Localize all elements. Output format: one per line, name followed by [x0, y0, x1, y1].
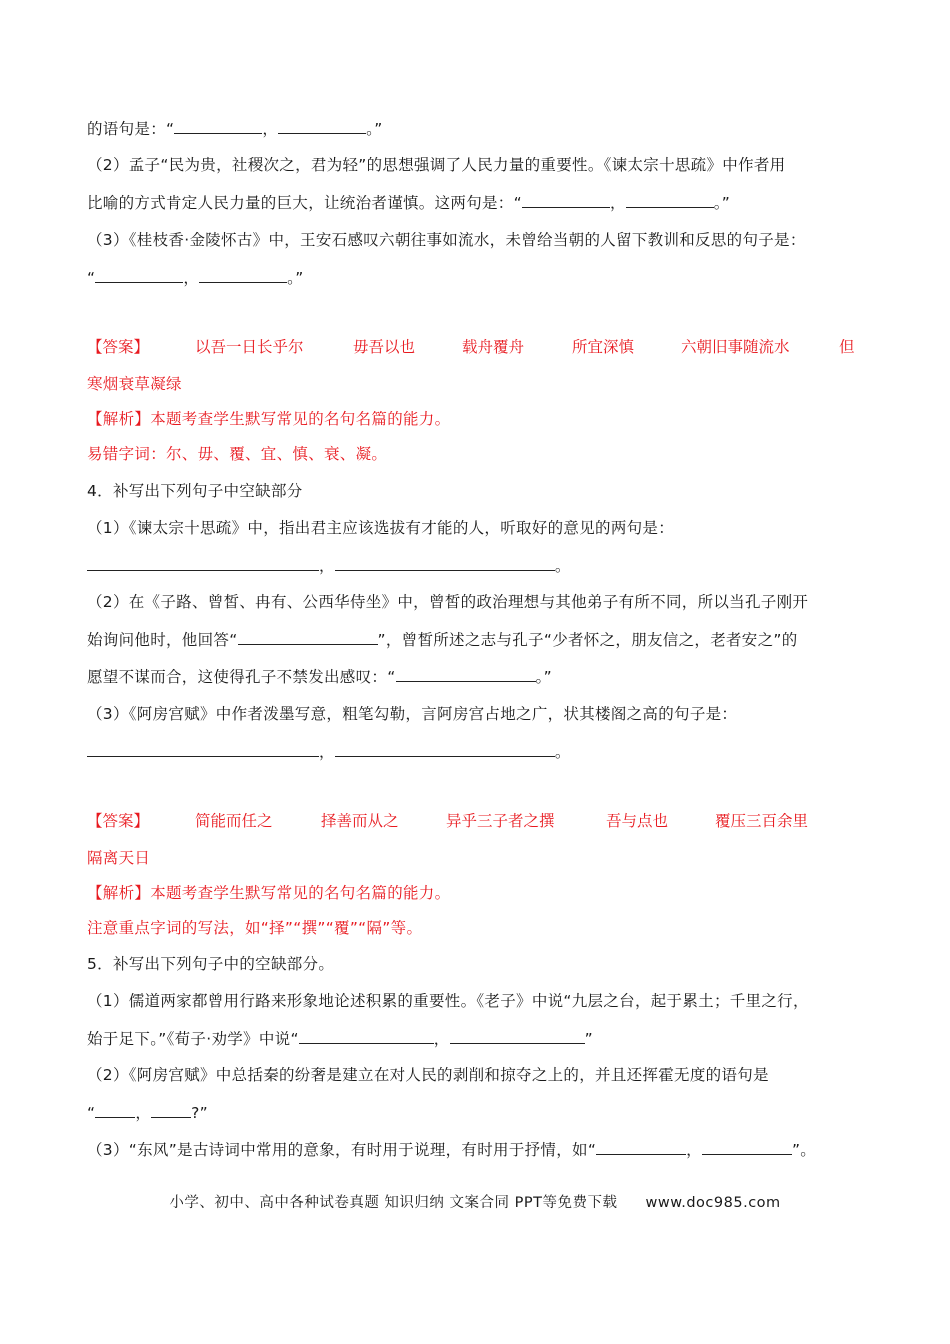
- analysis-note: 注意重点字词的写法，如“择”“撰”“覆”“隔”等。: [87, 919, 423, 937]
- answer-blank: [174, 117, 262, 134]
- q5-s1-line-1: （1）儒道两家都曾用行路来形象地论述积累的重要性。《老子》中说“九层之台，起于累土；千里之行，: [87, 992, 809, 1010]
- answer-wrap: 隔离天日: [87, 849, 151, 867]
- answer-item: 简能而任之: [195, 812, 273, 830]
- answer-row-1: [87, 336, 867, 358]
- answer-item: 覆压三百余里: [715, 812, 809, 830]
- answer-blank: [702, 1138, 792, 1155]
- q2-line-1: （2）孟子“民为贵，社稷次之，君为轻”的思想强调了人民力量的重要性。《谏太宗十思疏》中作者用: [87, 156, 786, 174]
- answer-blank: [87, 740, 319, 757]
- answer-blank: [450, 1027, 585, 1044]
- analysis-note: 易错字词：尔、毋、覆、宜、慎、衰、凝。: [87, 445, 388, 463]
- answer-item: 异乎三子者之撰: [446, 812, 555, 830]
- answer-item: 六朝旧事随流水: [681, 338, 790, 356]
- q4-s2-line-3: 愿望不谋而合，这使得孔子不禁发出感叹：“ 。”: [87, 665, 552, 688]
- answer-label: 【答案】: [87, 812, 150, 830]
- analysis-text: 【解析】本题考查学生默写常见的名句名篇的能力。: [87, 410, 451, 428]
- q4-s1-blanks: ， 。: [87, 554, 571, 577]
- answer-label: 【答案】: [87, 338, 150, 356]
- q1-line: 的语句是：“ ， 。”: [87, 117, 383, 140]
- answer-blank: [151, 1101, 191, 1118]
- answer-blank: [335, 554, 555, 571]
- answer-blank: [238, 628, 378, 645]
- q5-s1-line-2: 始于足下。”《荀子·劝学》中说“ ， ”: [87, 1027, 593, 1050]
- answer-wrap: 寒烟衰草凝绿: [87, 375, 182, 393]
- answer-blank: [596, 1138, 686, 1155]
- answer-blank: [199, 266, 287, 283]
- analysis-text: 【解析】本题考查学生默写常见的名句名篇的能力。: [87, 884, 451, 902]
- q4-title: 4．补写出下列句子中空缺部分: [87, 482, 303, 500]
- answer-item: 但: [839, 338, 855, 356]
- q4-s2-line-2: 始询问他时，他回答“ ”，曾皙所述之志与孔子“少者怀之，朋友信之，老者安之”的: [87, 628, 798, 651]
- answer-item: 以吾一日长乎尔: [195, 338, 304, 356]
- q5-s2-line-2: “ ， ?”: [87, 1101, 208, 1124]
- answer-row-2: [87, 810, 867, 832]
- answer-blank: [95, 1101, 135, 1118]
- answer-blank: [278, 117, 366, 134]
- q3-line-2: “ ， 。”: [87, 266, 304, 289]
- answer-item: 吾与点也: [606, 812, 669, 830]
- q2-line-2: 比喻的方式肯定人民力量的巨大，让统治者谨慎。这两句是：“ ， 。”: [87, 191, 730, 214]
- q5-s3: （3）“东风”是古诗词中常用的意象，有时用于说理，有时用于抒情，如“ ， ”。: [87, 1138, 816, 1161]
- footer-text: 小学、初中、高中各种试卷真题 知识归纳 文案合同 PPT等免费下载: [169, 1195, 618, 1211]
- answer-item: 毋吾以也: [353, 338, 416, 356]
- answer-blank: [335, 740, 555, 757]
- q3-line-1: （3）《桂枝香·金陵怀古》中，王安石感叹六朝往事如流水，未曾给当朝的人留下教训和反思的句子是：: [87, 231, 806, 249]
- q4-s1: （1）《谏太宗十思疏》中，指出君主应该选拔有才能的人，听取好的意见的两句是：: [87, 519, 675, 537]
- answer-item: 所宜深慎: [572, 338, 635, 356]
- answer-blank: [522, 191, 610, 208]
- q5-title: 5．补写出下列句子中的空缺部分。: [87, 955, 335, 973]
- answer-blank: [95, 266, 183, 283]
- q4-s3: （3）《阿房宫赋》中作者泼墨写意，粗笔勾勒，言阿房宫占地之广，状其楼阁之高的句子是：: [87, 705, 738, 723]
- q4-s3-blanks: ， 。: [87, 740, 571, 763]
- answer-item: 载舟覆舟: [462, 338, 525, 356]
- answer-blank: [626, 191, 714, 208]
- page-footer: [0, 1191, 950, 1212]
- answer-blank: [299, 1027, 434, 1044]
- answer-blank: [87, 554, 319, 571]
- q4-s2-line-1: （2）在《子路、曾皙、冉有、公西华侍坐》中，曾皙的政治理想与其他弟子有所不同，所以当孔子刚开: [87, 593, 809, 611]
- answer-blank: [396, 665, 536, 682]
- footer-url[interactable]: www.doc985.com: [645, 1195, 781, 1211]
- answer-item: 择善而从之: [321, 812, 399, 830]
- q5-s2-line-1: （2）《阿房宫赋》中总括秦的纷奢是建立在对人民的剥削和掠夺之上的，并且还挥霍无度的语句是: [87, 1066, 769, 1084]
